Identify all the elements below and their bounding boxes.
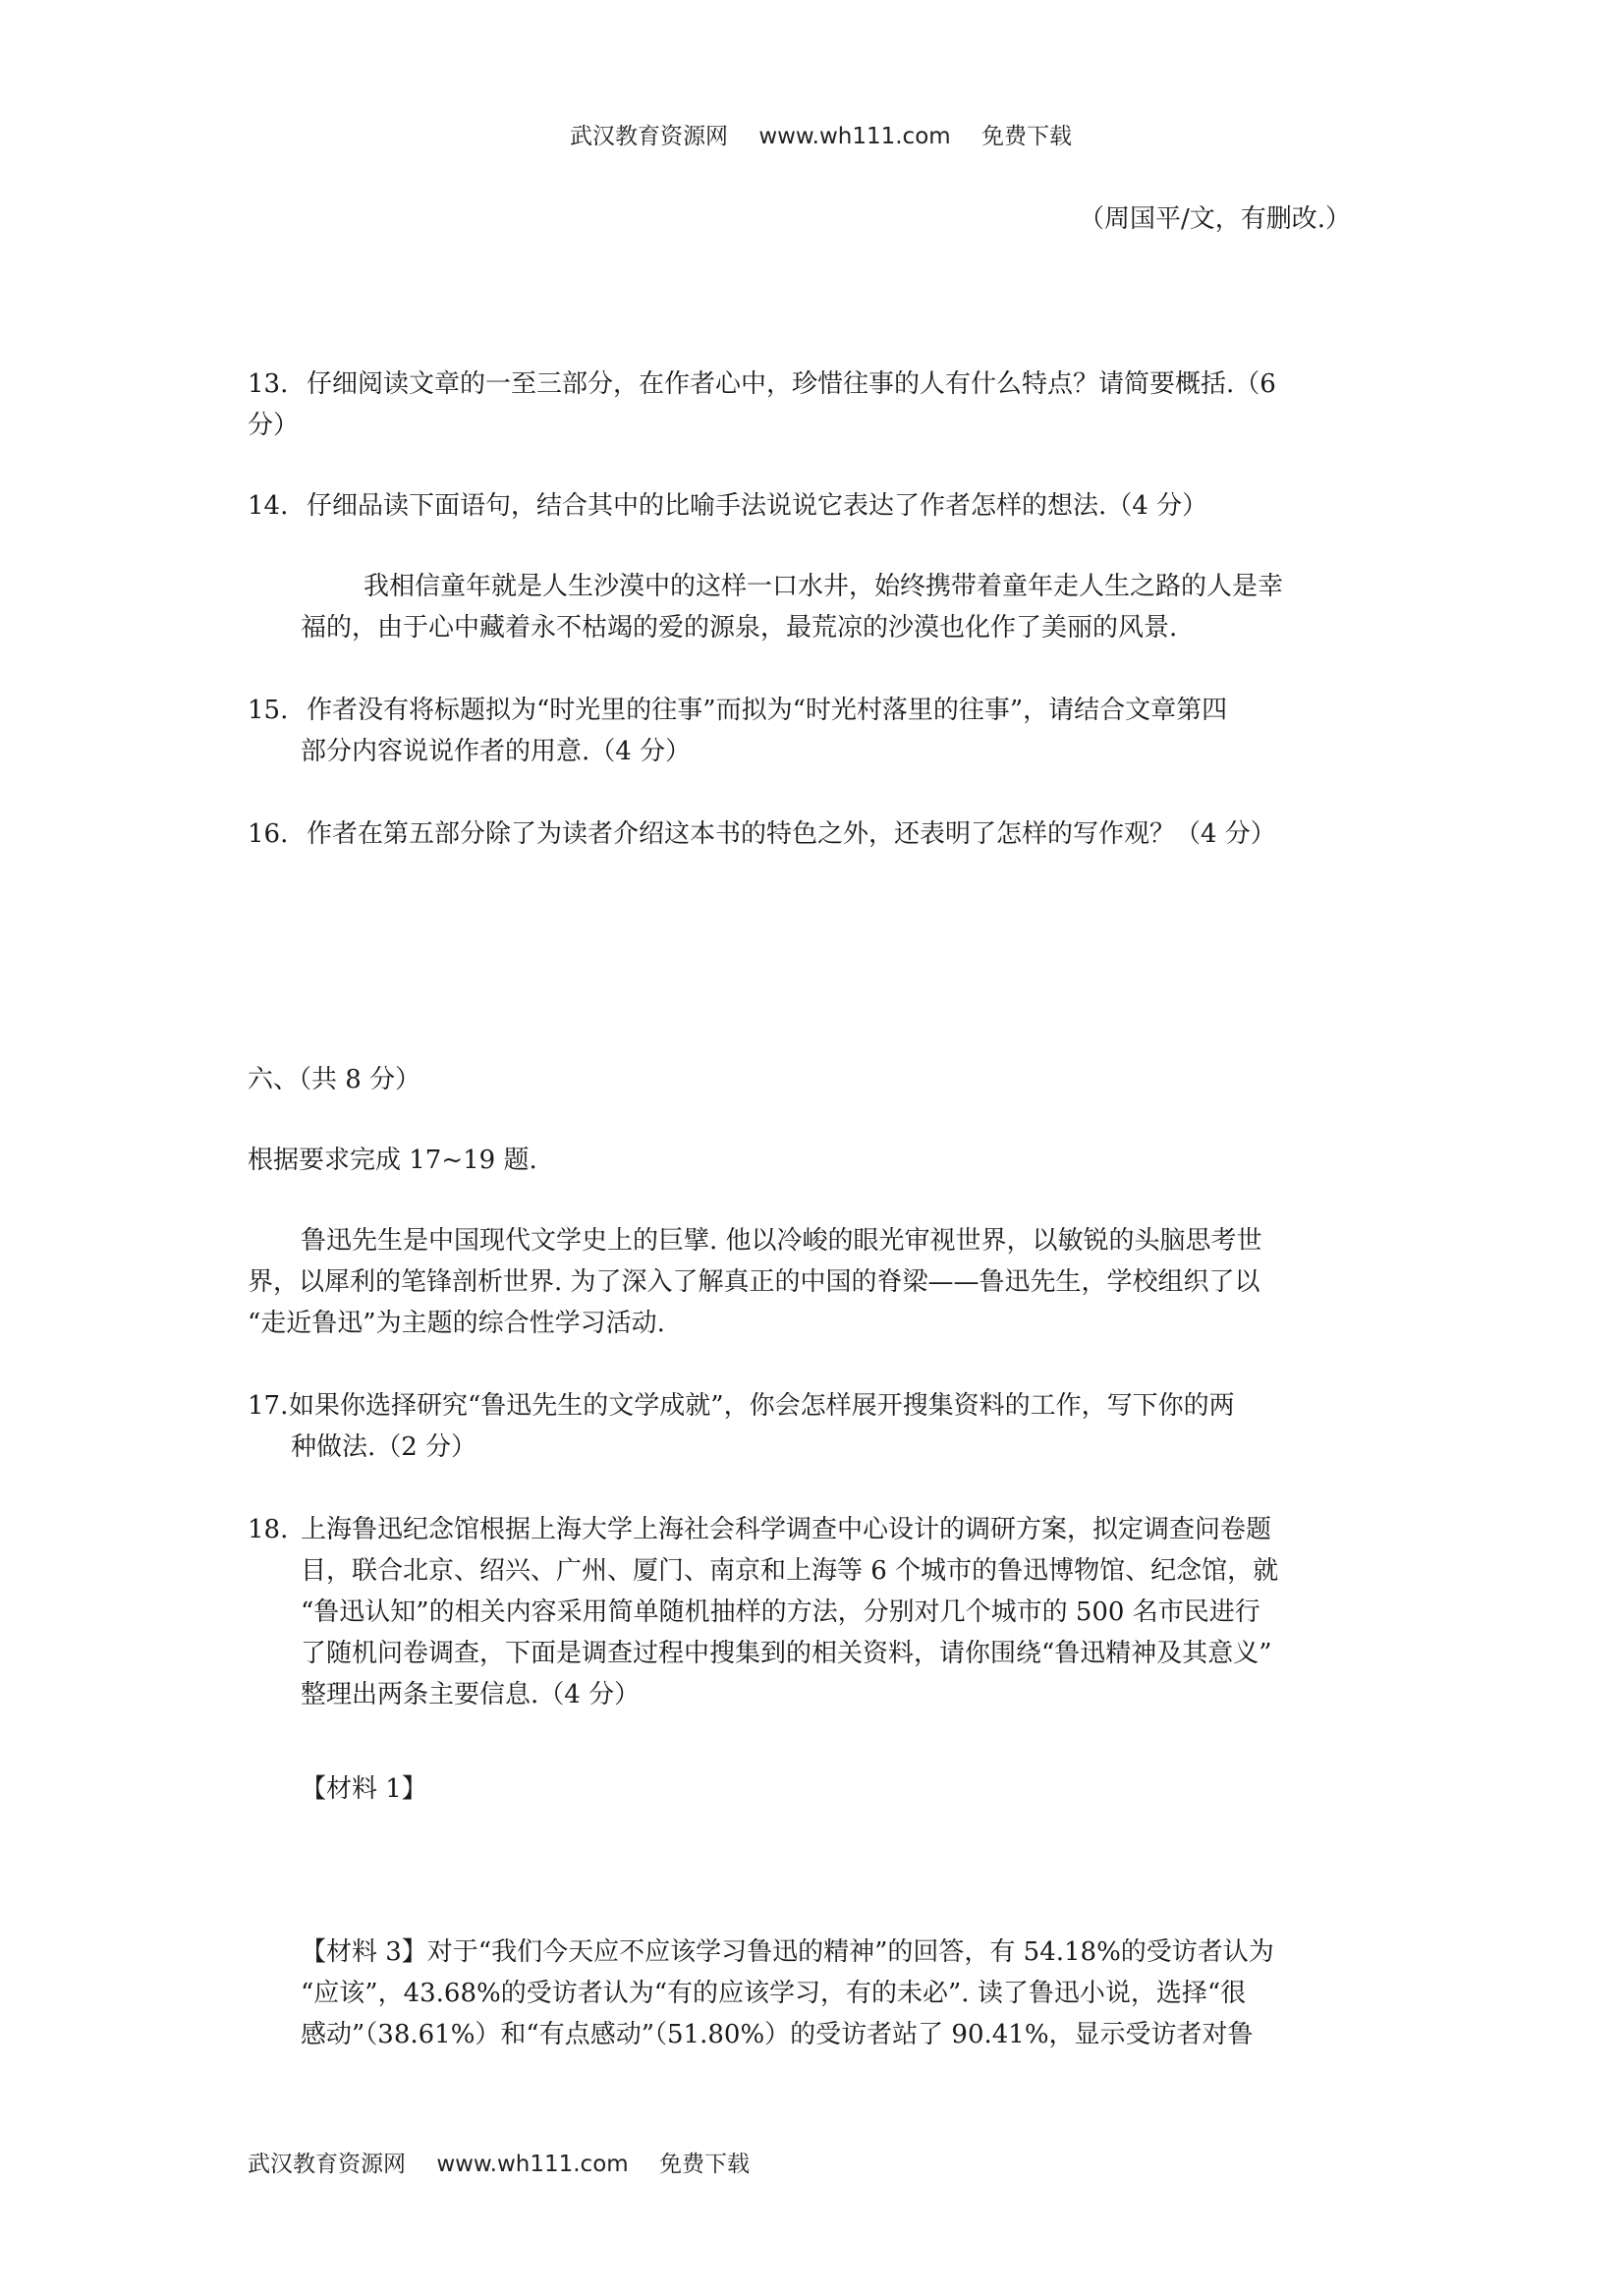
question-number: 17. [248, 1391, 289, 1421]
question-text-line: 分） [248, 411, 300, 440]
question-number: 18. [248, 1515, 289, 1544]
source-note: （周国平/文，有删改.） [1079, 204, 1352, 234]
footer-site-name: 武汉教育资源网 [248, 2152, 406, 2177]
question-number: 16. [248, 819, 289, 849]
paragraph-line: 鲁迅先生是中国现代文学史上的巨擘. 他以冷峻的眼光审视世界，以敏锐的头脑思考世 [301, 1226, 1262, 1256]
question-number: 13. [248, 369, 289, 399]
material-3 [301, 1932, 1274, 2055]
question-text-line: 作者没有将标题拟为“时光里的往事”而拟为“时光村落里的往事”，请结合文章第四 [307, 696, 1228, 725]
paragraph-line: “走近鲁迅”为主题的综合性学习活动. [248, 1309, 665, 1338]
footer-tag: 免费下载 [658, 2152, 750, 2177]
material-line: “应该”，43.68%的受访者认为“有的应该学习，有的未必”. 读了鲁迅小说，选择“很 [301, 1979, 1247, 2008]
question-number: 14. [248, 491, 289, 521]
question-text-line: 上海鲁迅纪念馆根据上海大学上海社会科学调查中心设计的调研方案，拟定调查问卷题 [301, 1515, 1272, 1544]
question-number: 15. [248, 696, 289, 725]
question-text-line: “鲁迅认知”的相关内容采用简单随机抽样的方法，分别对几个城市的 500 名市民进行 [301, 1597, 1260, 1627]
quoted-sentence [301, 566, 1283, 648]
intro-paragraph [248, 1220, 1262, 1344]
footer-url: www.wh111.com [436, 2152, 629, 2177]
question-text-line: 仔细阅读文章的一至三部分，在作者心中，珍惜往事的人有什么特点？请简要概括.（6 [307, 369, 1276, 399]
paragraph-line: 界，以犀利的笔锋剖析世界. 为了深入了解真正的中国的脊梁——鲁迅先生，学校组织了以 [248, 1267, 1260, 1297]
material-line: 感动”（38.61%）和“有点感动”（51.80%）的受访者站了 90.41%，显示受访者对鲁 [301, 2020, 1254, 2049]
quote-line: 福的，由于心中藏着永不枯竭的爱的源泉，最荒凉的沙漠也化作了美丽的风景. [301, 613, 1178, 643]
question-text-line: 种做法.（2 分） [291, 1432, 477, 1462]
question-text-line: 目，联合北京、绍兴、广州、厦门、南京和上海等 6 个城市的鲁迅博物馆、纪念馆，就 [301, 1556, 1279, 1586]
header-tag: 免费下载 [980, 124, 1072, 149]
material-line: 【材料 3】对于“我们今天应不应该学习鲁迅的精神”的回答，有 54.18%的受访者认为 [301, 1937, 1274, 1967]
page-header [570, 118, 1095, 150]
section-instruction: 根据要求完成 17~19 题. [248, 1146, 537, 1175]
quote-line: 我相信童年就是人生沙漠中的这样一口水井，始终携带着童年走人生之路的人是幸 [364, 572, 1284, 601]
question-text-line: 了随机问卷调查，下面是调查过程中搜集到的相关资料，请你围绕“鲁迅精神及其意义” [301, 1639, 1272, 1668]
question-text-line: 部分内容说说作者的用意.（4 分） [301, 737, 692, 766]
header-url: www.wh111.com [758, 124, 951, 149]
material-1-label: 【材料 1】 [301, 1774, 427, 1804]
section-title: 六、（共 8 分） [248, 1065, 421, 1094]
question-text-line: 作者在第五部分除了为读者介绍这本书的特色之外，还表明了怎样的写作观？（4 分） [307, 819, 1276, 849]
page-footer [248, 2146, 773, 2178]
question-text-line: 整理出两条主要信息.（4 分） [301, 1680, 641, 1709]
header-site-name: 武汉教育资源网 [570, 124, 728, 149]
question-text-line: 如果你选择研究“鲁迅先生的文学成就”，你会怎样展开搜集资料的工作，写下你的两 [289, 1391, 1235, 1421]
question-text-line: 仔细品读下面语句，结合其中的比喻手法说说它表达了作者怎样的想法.（4 分） [307, 491, 1208, 521]
